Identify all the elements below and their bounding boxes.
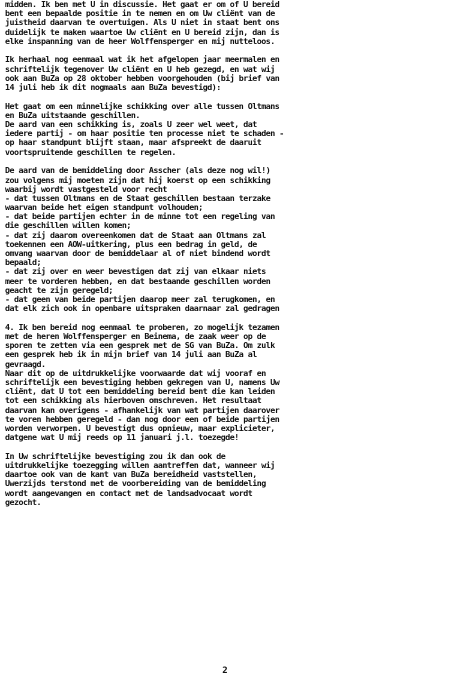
text-line: datgene wat U mij reeds op 11 januari j.l. toezegde! [5, 433, 239, 443]
text-line: dat elk zich ook in openbare uitspraken daarnaar zal gedragen [5, 304, 280, 314]
text-line: 4. Ik ben bereid nog eenmaal te proberen, zo mogelijk tezamen [5, 322, 280, 332]
text-line: schriftelijk een bevestiging hebben gekregen van U, namens Uw [5, 377, 280, 387]
text-line: toekennen een AOW-uitkering, plus een bedrag in geld, de [5, 239, 257, 249]
letter-body [5, 0, 445, 516]
text-line: waarvan beide het eigen standpunt volhouden; [5, 203, 203, 213]
text-line: - dat geen van beide partijen daarop meer zal terugkomen, en [5, 294, 275, 304]
text-line: - dat beide partijen echter in de minne tot een regeling van [5, 212, 275, 222]
text-line: zou volgens mij moeten zijn dat hij koerst op een schikking [5, 175, 271, 185]
text-line: - dat tussen Oltmans en de Staat geschillen bestaan terzake [5, 193, 271, 203]
text-line: De aard van de bemiddeling door Asscher (als deze nog wil!) [5, 166, 271, 176]
text-line: meer te vorderen hebben, en dat bestaande geschillen worden [5, 276, 271, 286]
text-line: De aard van een schikking is, zoals U zeer wel weet, dat [5, 120, 257, 130]
page-number: 2 [222, 666, 228, 676]
paragraph [5, 166, 445, 313]
text-line: Ik herhaal nog eenmaal wat ik het afgelopen jaar meermalen en [5, 55, 280, 65]
paragraph [5, 0, 445, 46]
text-line: geacht te zijn geregeld; [5, 285, 113, 295]
text-line: wordt aangevangen en contact met de landsadvocaat wordt [5, 488, 253, 498]
text-line: cliënt, dat U tot een bemiddeling bereid bent die kan leiden [5, 387, 275, 397]
paragraph [5, 55, 445, 92]
text-line: duidelijk te maken waartoe Uw cliënt en U bereid zijn, dan is [5, 27, 280, 37]
text-line: Naar dit op de uitdrukkelijke voorwaarde dat wij vooraf en [5, 368, 266, 378]
text-line: uitdrukkelijke toezegging willen aantreffen dat, wanneer wij [5, 460, 275, 470]
text-line: een gesprek heb ik in mijn brief van 14 juli aan BuZa al [5, 350, 257, 360]
text-line: op haar standpunt blijft staan, maar afspreekt de daaruit [5, 138, 262, 148]
text-line: die geschillen willen komen; [5, 221, 131, 231]
text-line: - dat zij over en weer bevestigen dat zij van elkaar niets [5, 267, 266, 277]
paragraph [5, 102, 445, 157]
text-line: omvang waarvan door de bemiddelaar al of niet bindend wordt [5, 249, 271, 258]
text-line: en BuZa uitstaande geschillen. [5, 110, 140, 120]
text-line: iedere partij - om haar positie ten processe niet te schaden - [5, 129, 284, 139]
text-line: te voren hebben geregeld - dan nog door een of beide partijen [5, 414, 280, 424]
text-line: bent een bepaalde positie in te nemen en om Uw cliënt van de [5, 9, 275, 19]
text-line: met de heren Wolffensperger en Beinema, de zaak weer op de [5, 332, 266, 341]
text-line: 14 juli heb ik dit nogmaals aan BuZa bevestigd): [5, 83, 221, 92]
text-line: worden verworpen. U bevestigt dus opnieuw, maar explicieter, [5, 423, 275, 433]
text-line: elke inspanning van de heer Wolffensperger en mij nutteloos. [5, 36, 275, 46]
text-line: sporen te zetten via een gesprek met de SG van BuZa. Om zulk [5, 341, 275, 351]
text-line: midden. Ik ben met U in discussie. Het gaat er om of U bereid [5, 0, 280, 9]
text-line: Uwerzijds terstond met de voorbereiding van de bemiddeling [5, 479, 266, 489]
text-line: gezocht. [5, 497, 41, 507]
paragraph [5, 452, 445, 507]
text-line: daartoe ook van de kant van BuZa bereidheid vaststellen, [5, 470, 257, 480]
text-line: daarvan kan overigens - afhankelijk van wat partijen daarover [5, 405, 280, 415]
text-line: voortspruitende geschillen te regelen. [5, 147, 176, 157]
text-line: bepaald; [5, 258, 41, 268]
paragraph [5, 323, 445, 442]
text-line: tot een schikking als hierboven omschreven. Het resultaat [5, 396, 262, 406]
text-line: waarbij wordt vastgesteld voor recht [5, 184, 167, 194]
text-line: gevraagd. [5, 359, 46, 369]
text-line: In Uw schriftelijke bevestiging zou ik dan ook de [5, 451, 226, 461]
text-line: Het gaat om een minnelijke schikking over alle tussen Oltmans [5, 101, 280, 111]
text-line: ook aan BuZa op 28 oktober hebben voorgehouden (bij brief van [5, 73, 280, 83]
text-line: schriftelijk tegenover Uw cliënt en U heb gezegd, en wat wij [5, 64, 275, 74]
text-line: - dat zij daarom overeenkomen dat de Staat aan Oltmans zal [5, 230, 266, 240]
text-line: juistheid daarvan te overtuigen. Als U niet in staat bent ons [5, 18, 280, 28]
